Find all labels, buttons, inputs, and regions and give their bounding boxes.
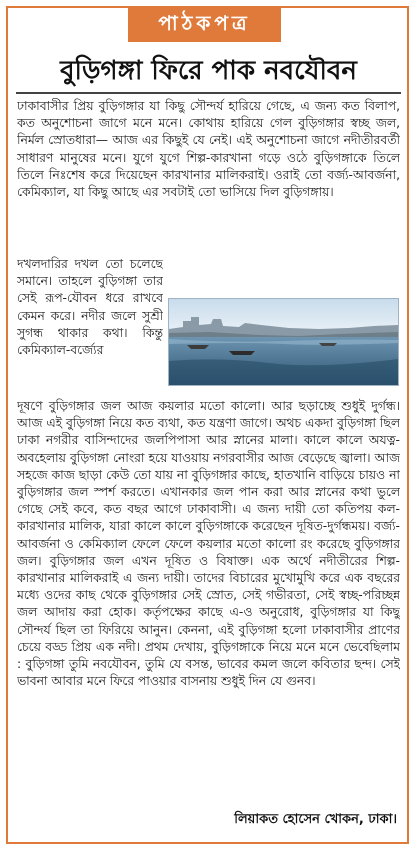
section-banner: পাঠকপত্র [128,8,281,42]
article-paragraph-top: ঢাকাবাসীর প্রিয় বুড়িগঙ্গার যা কিছু সৌন্দর্য হারিয়ে গেছে, এ জন্য কত বিলাপ, কত অনুশোচনা জাগে মনে মনে। কোথায় হারিয়ে গেল বুড়িগঙ্গার স্বচ্ছ জল, নির্মল স্রোতধারা— আজ এর কিছুই যে নেই। এই অনুশোচনা জাগে নদীতীরবর্তী সাধারণ মানুষের মনে। যুগে যুগে শিল্প-কারখানা গড়ে ওঠে বুড়িগঙ্গাকে তিলে তিলে নিঃশেষ করে দিয়েছেন কারখানার মালিকরাই। ওরাই তো বর্জ্য-আবর্জনা, কেমিক্যাল, যা কিছু আছে এর সবটাই তো ভাসিয়ে দিল বুড়িগঙ্গায়। [17,99,400,200]
river-photo [168,298,399,386]
article-paragraph-left: দখলদারির দখল তো চলেছে সমানে। তাহলে বুড়িগঙ্গা তার সেই রূপ-যৌবন ধরে রাখবে কেমন করে। নদীর জলে সুশ্রী সুগন্ধ থাকার কথা। কিন্তু কেমিক্যাল-বর্জ্যের [17,257,163,358]
article-headline: বুড়িগঙ্গা ফিরে পাক নবযৌবন [60,56,357,86]
river-photo-image [169,299,398,385]
headline-divider [16,92,401,94]
article-paragraph-bottom: দূষণে বুড়িগঙ্গার জল আজ কয়লার মতো কালো। আর ছড়াচ্ছে শুধুই দুর্গন্ধ। আজ এই বুড়িগঙ্গা নিয়ে কত ব্যথা, কত যন্ত্রণা জাগে। অথচ একদা বুড়িগঙ্গা ছিল ঢাকা নগরীর বাসিন্দাদের জলপিপাসা আর স্নানের মালা। কালে কালে অযত্ন-অবহেলায় বুড়িগঙ্গা নোংরা হয়ে যাওয়ায় নগরবাসীর আজ বেড়েছে জ্বালা। আজ সহজে কাজ ছাড়া কেউ তো যায় না বুড়িগঙ্গার কাছে, হাতখানি বাড়িয়ে চায়ও না বুড়িগঙ্গার জল স্পর্শ করতে। এখানকার জল পান করা আর স্নানের কথা ভুলে গেছে সেই কবে, কত বছর আগে ঢাকাবাসী। এ জন্য দায়ী তো কতিপয় কল-কারখানার মালিক, যারা কালে কালে বুড়িগঙ্গাকে করেছেন দূষিত-দুর্গন্ধময়। বর্জ্য-আবর্জনা ও কেমিক্যাল ফেলে ফেলে কয়লার মতো কালো রং করেছে বুড়িগঙ্গার জল। বুড়িগঙ্গার জল এখন দূষিত ও বিষাক্ত। এক অর্থে নদীতীরের শিল্প-কারখানার মালিকরাই এ জন্য দায়ী। তাদের বিচারের মুখোমুখি করে এক বছরের মধ্যে ওদের কাছ থেকে বুড়িগঙ্গার সেই স্রোত, সেই গভীরতা, সেই স্বচ্ছ-পরিচ্ছন্ন জল আদায় করা হোক। কর্তৃপক্ষের কাছে এ-ও অনুরোধ, বুড়িগঙ্গার যা কিছু সৌন্দর্য ছিল তা ফিরিয়ে আনুন। কেননা, এই বুড়িগঙ্গা হলো ঢাকাবাসীর প্রাণের চেয়ে বড্ড প্রিয় এক নদী। প্রথম দেখায়, বুড়িগঙ্গাকে নিয়ে মনে মনে ভেবেছিলাম : বুড়িগঙ্গা তুমি নবযৌবন, তুমি যে বসন্ত, ভাবের কমল জলে কবিতার ছন্দ। সেই ভাবনা আবার মনে ফিরে পাওয়ার বাসনায় শুধুই দিন যে গুনব। [17,399,400,689]
author-byline: লিয়াকত হোসেন খোকন, ঢাকা। [234,812,397,827]
